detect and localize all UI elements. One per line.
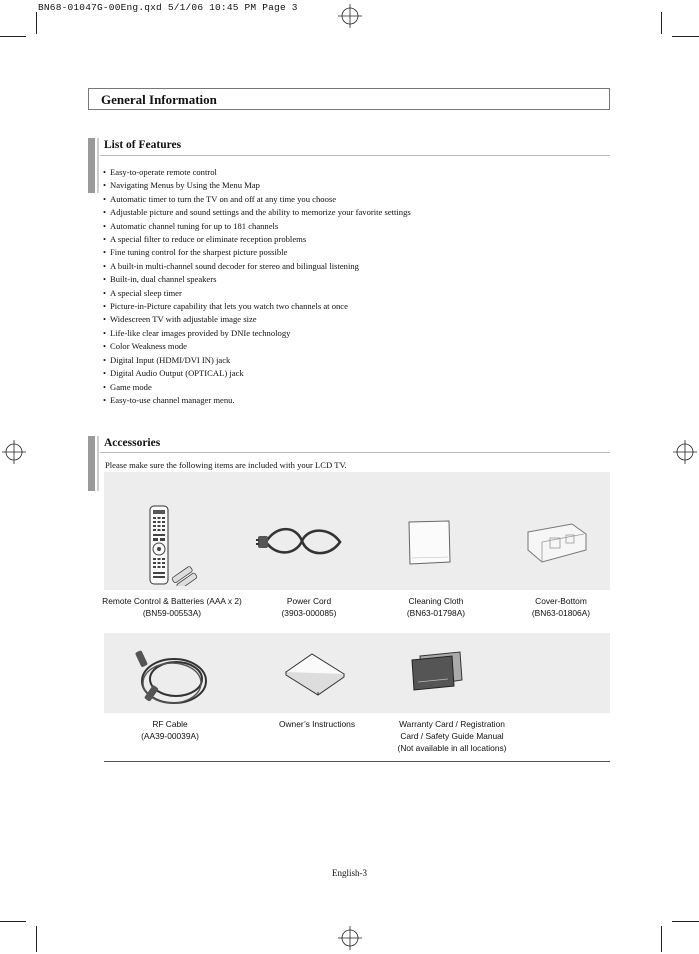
list-item: • Picture-in-Picture capability that lets you watch two channels at once: [103, 300, 411, 313]
cover-bottom-icon: [524, 520, 590, 568]
list-item: • Game mode: [103, 381, 411, 394]
list-item: • Life-like clear images provided by DNIe technology: [103, 327, 411, 340]
features-list: [103, 166, 411, 407]
registration-mark-top-icon: [338, 4, 362, 28]
features-section-bar: [88, 138, 95, 193]
accessory-caption-power-cord: Power Cord (3903-000085): [281, 596, 337, 618]
list-item: • Built-in, dual channel speakers: [103, 273, 411, 286]
page-number: English-3: [332, 868, 367, 878]
remote-control-icon: [142, 504, 202, 586]
accessories-section-bar-light: [97, 436, 99, 491]
list-item: • Digital Input (HDMI/DVI IN) jack: [103, 354, 411, 367]
crop-mark-top-right-h: [672, 36, 699, 37]
list-item: • Color Weakness mode: [103, 340, 411, 353]
accessories-section-title: Accessories: [104, 437, 161, 449]
crop-mark-bottom-left-h: [0, 921, 26, 922]
list-item: • Navigating Menus by Using the Menu Map: [103, 179, 411, 192]
features-section-bar-light: [97, 138, 99, 193]
list-item: • A built-in multi-channel sound decoder for stereo and bilingual listening: [103, 260, 411, 273]
accessory-caption-cover-bottom: Cover-Bottom (BN63-01806A): [531, 596, 591, 618]
rf-cable-icon: [130, 645, 214, 709]
registration-mark-bottom-icon: [338, 926, 362, 950]
crop-mark-bottom-right-v: [661, 926, 662, 952]
crop-mark-top-right-v: [661, 12, 662, 34]
print-slug: BN68-01047G-00Eng.qxd 5/1/06 10:45 PM Page 3: [38, 2, 298, 13]
accessory-caption-owners-instructions: Owner’s Instructions: [278, 719, 356, 729]
features-section-rule: [100, 155, 610, 156]
crop-mark-top-left-h: [0, 36, 26, 37]
list-item: • Easy-to-use channel manager menu.: [103, 394, 411, 407]
crop-mark-bottom-right-h: [672, 921, 699, 922]
list-item: • Fine tuning control for the sharpest picture possible: [103, 246, 411, 259]
accessory-caption-remote: Remote Control & Batteries (AAA x 2) (BN59-00553A): [102, 596, 242, 618]
crop-mark-top-left-v: [36, 12, 37, 34]
power-cord-icon: [256, 520, 348, 562]
warranty-card-icon: [408, 648, 464, 692]
accessories-section-rule: [100, 452, 610, 453]
list-item: • Automatic timer to turn the TV on and off at any time you choose: [103, 193, 411, 206]
list-item: • A special filter to reduce or eliminate reception problems: [103, 233, 411, 246]
accessories-bottom-rule: [104, 761, 610, 762]
accessories-section-bar: [88, 436, 95, 491]
list-item: • Digital Audio Output (OPTICAL) jack: [103, 367, 411, 380]
accessories-intro: Please make sure the following items are included with your LCD TV.: [105, 460, 347, 470]
features-section-title: List of Features: [104, 139, 182, 151]
registration-mark-right-icon: [673, 440, 697, 464]
manual-icon: [282, 650, 348, 696]
accessory-caption-warranty-card: Warranty Card / Registration Card / Safety Guide Manual (Not available in all locations): [397, 719, 507, 753]
list-item: • A special sleep timer: [103, 287, 411, 300]
registration-mark-left-icon: [2, 440, 26, 464]
page-title-box: [88, 88, 610, 110]
accessory-caption-rf-cable: RF Cable (AA39-00039A): [141, 719, 199, 741]
cleaning-cloth-icon: [404, 518, 454, 568]
accessory-caption-cleaning-cloth: Cleaning Cloth (BN63-01798A): [406, 596, 466, 618]
list-item: • Adjustable picture and sound settings and the ability to memorize your favorite settings: [103, 206, 411, 219]
list-item: • Easy-to-operate remote control: [103, 166, 411, 179]
page-title: General Information: [101, 92, 217, 107]
list-item: • Widescreen TV with adjustable image size: [103, 313, 411, 326]
list-item: • Automatic channel tuning for up to 181 channels: [103, 220, 411, 233]
crop-mark-bottom-left-v: [36, 926, 37, 952]
